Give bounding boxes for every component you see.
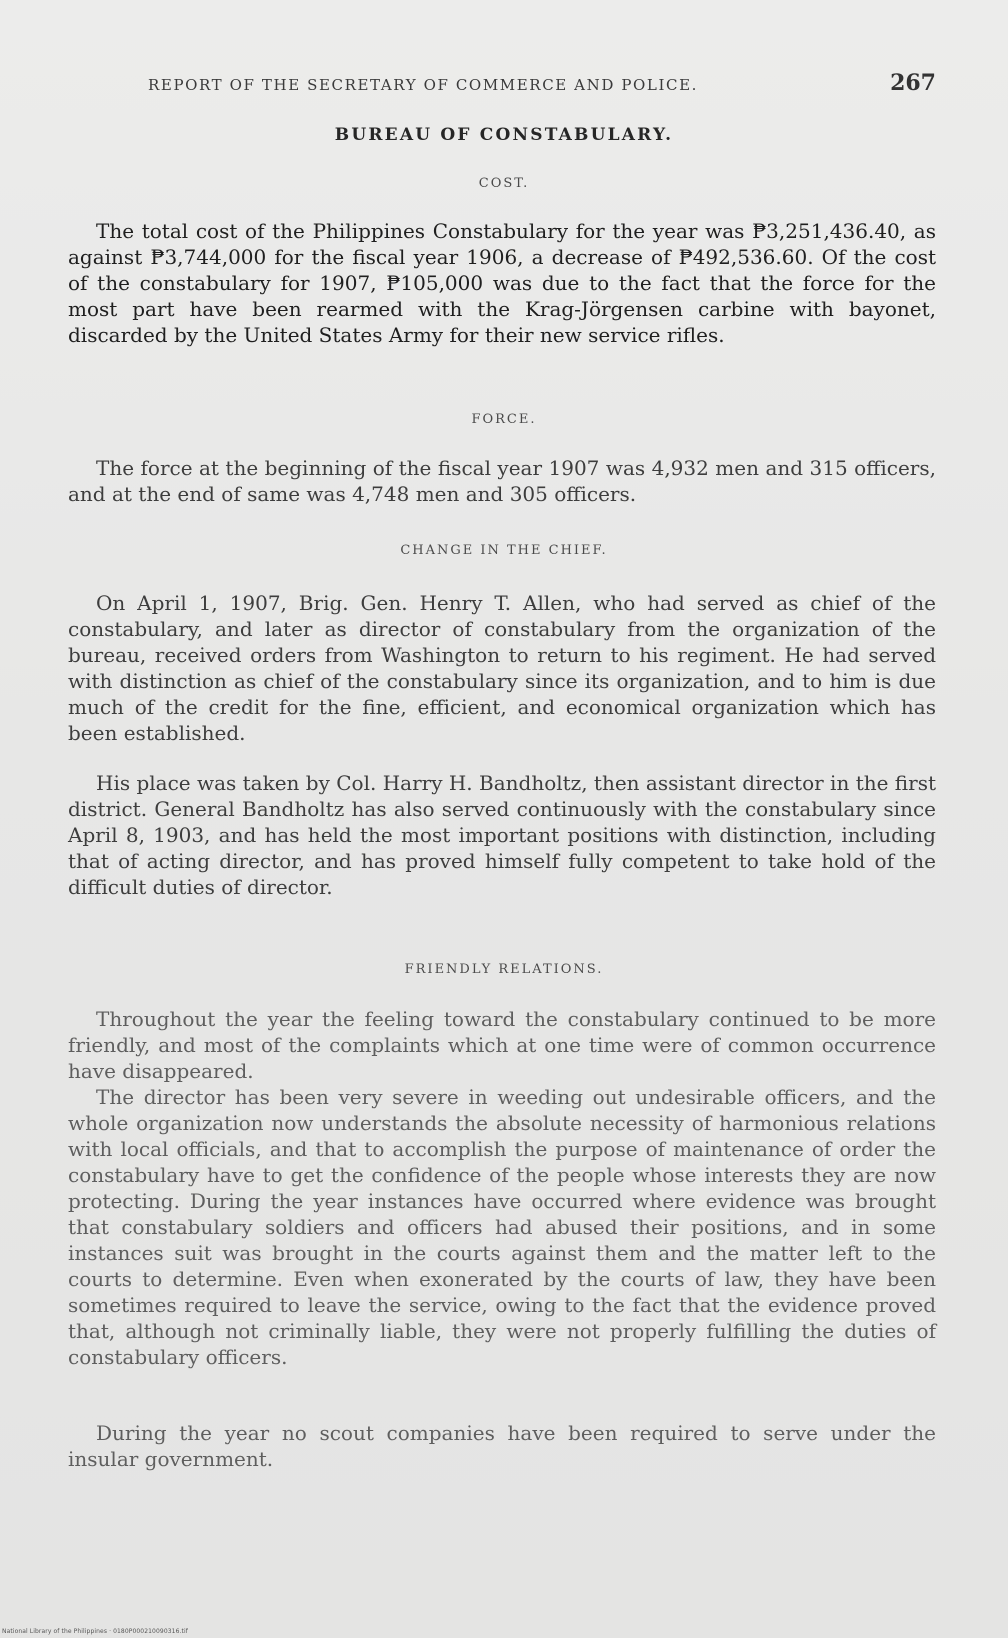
friendly-relations-paragraph-2: The director has been very severe in weeding out undesirable officers, and the whole organization now understands the absolute necessity of harmonious relations with local officials, and that to accomplish the purpose of maintenance of order the constabulary have to get the confidence of the people whose interests they are now protecting. During the year instances have occurred where evidence was brought that constabulary soldiers and officers had abused their positions, and in some instances suit was brought in the courts against them and the matter left to the courts to determine. Even when exonerated by the courts of law, they have been sometimes required to leave the service, owing to the fact that the evidence proved that, although not criminally liable, they were not properly fulfilling the duties of constabulary officers. bbox=[68, 1085, 936, 1369]
section-heading-change-in-chief: CHANGE IN THE CHIEF. bbox=[400, 543, 608, 558]
running-header bbox=[148, 70, 936, 96]
friendly-relations-paragraph-1: Throughout the year the feeling toward the constabulary continued to be more friendly, and most of the complaints which at one time were of common occurrence have disappeared. bbox=[68, 1007, 936, 1083]
section-heading-friendly-relations: FRIENDLY RELATIONS. bbox=[404, 962, 604, 977]
scan-credit: National Library of the Philippines · 0180P000210090316.tif bbox=[2, 1628, 188, 1635]
change-in-chief-paragraph-2: His place was taken by Col. Harry H. Bandholtz, then assistant director in the first district. General Bandholtz has also served continuously with the constabulary since April 8, 1903, and has held the most important positions with distinction, including that of acting director, and has proved himself fully competent to take hold of the difficult duties of director. bbox=[68, 771, 936, 899]
friendly-relations-paragraph-3: During the year no scout companies have been required to serve under the insular government. bbox=[68, 1421, 936, 1471]
force-paragraph: The force at the beginning of the fiscal year 1907 was 4,932 men and 315 officers, and at the end of same was 4,748 men and 305 officers. bbox=[68, 456, 936, 506]
running-title: REPORT OF THE SECRETARY OF COMMERCE AND POLICE. bbox=[148, 76, 699, 94]
cost-paragraph: The total cost of the Philippines Constabulary for the year was ₱3,251,436.40, as against ₱3,744,000 for the fiscal year 1906, a decrease of ₱492,536.60. Of the cost of the constabulary for 1907, ₱105,000 was due to the fact that the force for the most part have been rearmed with the Krag-Jörgensen carbine with bayonet, discarded by the United States Army for their new service rifles. bbox=[68, 219, 936, 347]
change-in-chief-paragraph-1: On April 1, 1907, Brig. Gen. Henry T. Allen, who had served as chief of the constabulary, and later as director of constabulary from the organization of the bureau, received orders from Washington to return to his regiment. He had served with distinction as chief of the constabulary since its organization, and to him is due much of the credit for the fine, efficient, and economical organization which has been established. bbox=[68, 591, 936, 745]
section-heading-force: FORCE. bbox=[471, 412, 537, 427]
section-heading-cost: COST. bbox=[478, 176, 530, 191]
bureau-title: BUREAU OF CONSTABULARY. bbox=[334, 125, 674, 145]
page-number: 267 bbox=[890, 70, 936, 96]
